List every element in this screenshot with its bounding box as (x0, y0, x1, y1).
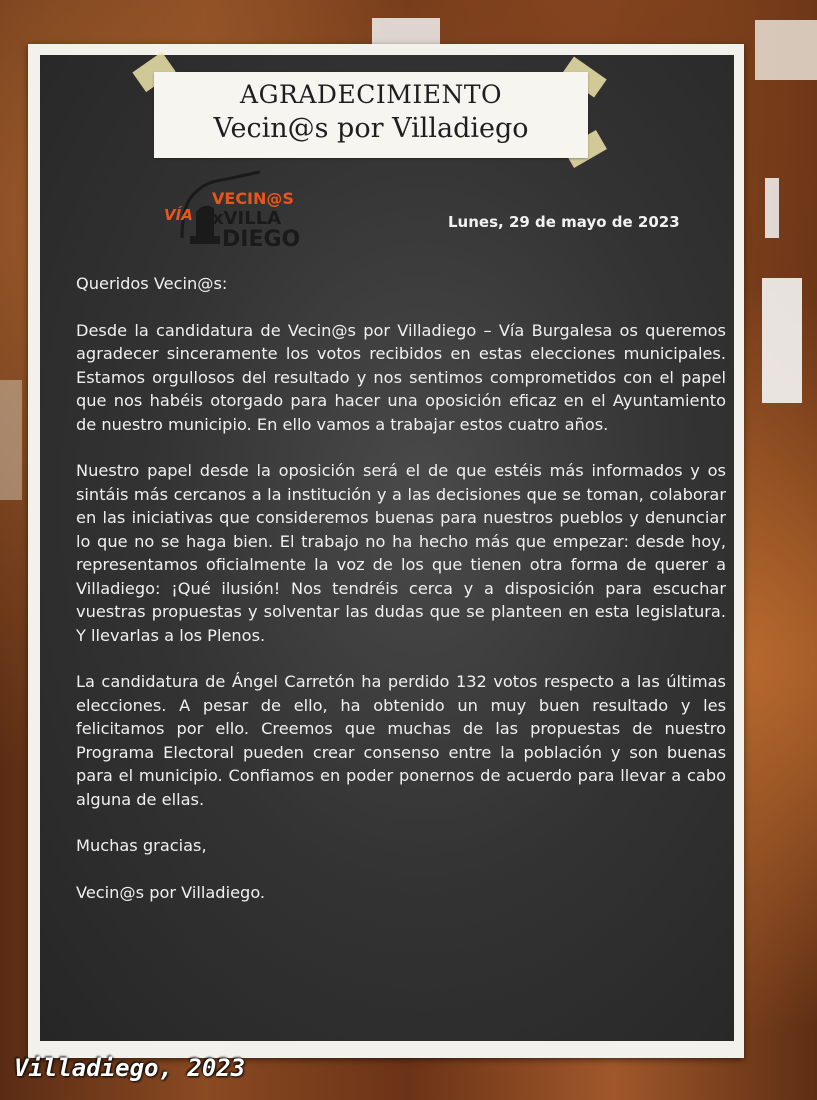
letter-paragraph: La candidatura de Ángel Carretón ha perdido 132 votos respecto a las últimas elecciones. A pesar de ello, ha obtenido un muy buen resultado y les felicitamos por ello. Creemos que muchas de las propuestas de nuestro Programa Electoral pueden crear consenso entre la población y son buenas para el municipio. Confiamos en poder ponernos de acuerdo para llevar a cabo alguna de ellas. (76, 672, 726, 809)
wall-streak (755, 20, 817, 80)
wall-streak (0, 380, 22, 500)
title-subheading: Vecin@s por Villadiego (213, 113, 529, 144)
photo-caption: Villadiego, 2023 (14, 1054, 246, 1082)
letter-body (76, 272, 726, 927)
letter-paragraph: Nuestro papel desde la oposición será el de que estéis más informados y os sintáis más cercanos a la institución y a las decisiones que se toman, colaborar en las iniciativas que consideremos buenas para nuestros pueblos y denunciar lo que no se haga bien. El trabajo no ha hecho más que empezar: desde hoy, representamos oficialmente la voz de los que tienen otra forma de querer a Villadiego: ¡Qué ilusión! Nos tendréis cerca y a disposición para escuchar vuestras propuestas y solventar las dudas que se planteen en esta legislatura. Y llevarlas a los Plenos. (76, 461, 726, 645)
vecinos-logo (160, 168, 300, 250)
logo-graphic (160, 168, 300, 250)
letter-closing: Muchas gracias, (76, 836, 207, 855)
letter-paragraph: Desde la candidatura de Vecin@s por Villadiego – Vía Burgalesa os queremos agradecer sinceramente los votos recibidos en estas elecciones municipales. Estamos orgullosos del resultado y nos sentimos comprometidos con el papel que nos habéis otorgado para hacer una oposición eficaz en el Ayuntamiento de nuestro municipio. En ello vamos a trabajar estos cuatro años. (76, 320, 726, 434)
logo-via-text: VÍA (164, 206, 193, 224)
letter-signature: Vecin@s por Villadiego. (76, 882, 266, 902)
logo-line2-text: xVILLA (212, 208, 282, 229)
letter-greeting: Queridos Vecin@s: (76, 274, 228, 293)
wall-streak (762, 278, 802, 403)
logo-line1-text: VECIN@S (212, 189, 294, 208)
wall-streak (765, 178, 779, 238)
letter-date: Lunes, 29 de mayo de 2023 (448, 213, 680, 231)
title-heading: AGRADECIMIENTO (240, 80, 502, 109)
wall-streak (372, 18, 440, 44)
title-label (154, 72, 588, 158)
logo-line3-text: DIEGO (222, 227, 300, 250)
